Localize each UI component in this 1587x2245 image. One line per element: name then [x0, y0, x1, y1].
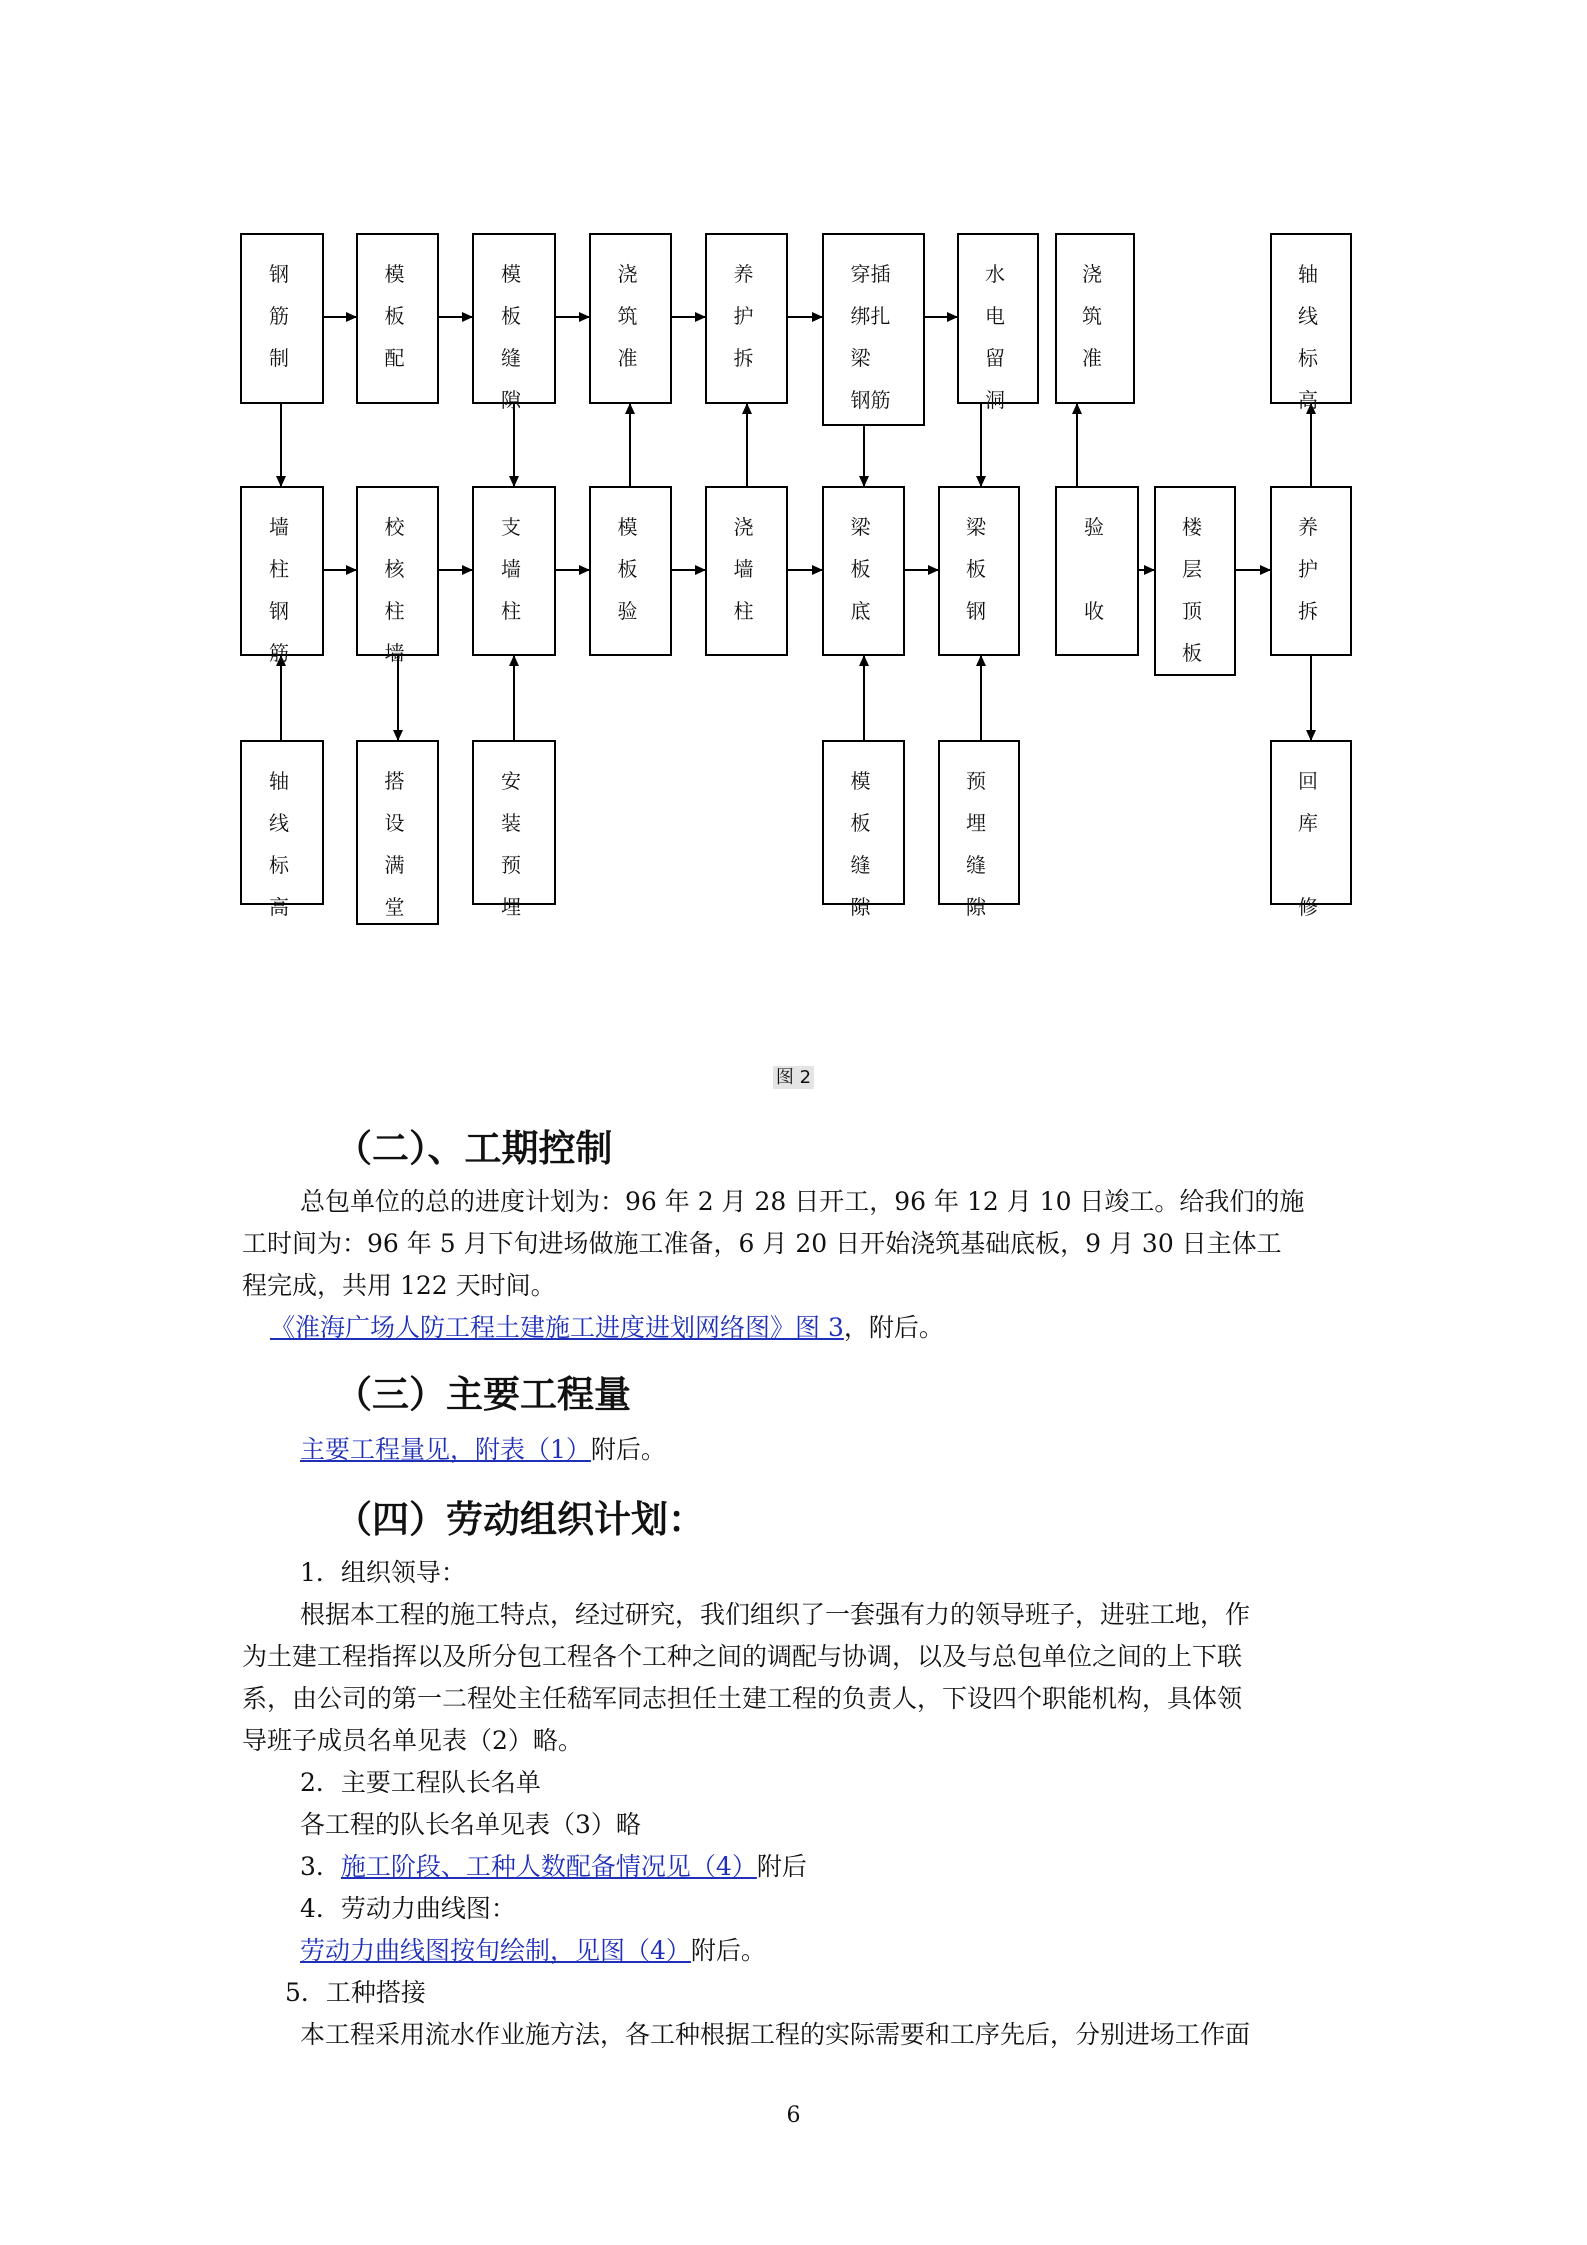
paragraph-line	[300, 1930, 766, 1972]
stage-staffing-link[interactable]: 施工阶段、工种人数配备情况见（4）	[340, 1852, 757, 1881]
section-heading-quantities: （三）主要工程量	[335, 1373, 631, 1416]
flow-box	[822, 740, 905, 919]
flow-box	[1055, 233, 1135, 404]
flow-box-label: 墙 柱 钢 筋	[269, 515, 289, 665]
paragraph-line: 总包单位的总的进度计划为：96 年 2 月 28 日开工，96 年 12 月 10 日竣工。给我们的施	[300, 1187, 1305, 1216]
flow-box-label: 浇 墙 柱	[733, 515, 754, 623]
flow-box-label: 校 核 柱 墙	[384, 515, 405, 665]
flow-box-label: 回 库 修	[1298, 769, 1318, 919]
list-number: 3．	[300, 1852, 341, 1881]
link-tail: 附后	[756, 1852, 807, 1881]
flow-box	[1270, 233, 1352, 412]
flow-box	[356, 486, 439, 665]
flow-box-label: 梁 板 钢	[966, 515, 986, 623]
flow-box-label: 安 装 预 埋	[501, 769, 521, 919]
flow-box-label: 模 板 验	[617, 515, 638, 623]
flow-box	[705, 486, 788, 656]
list-item	[300, 1846, 807, 1888]
flow-box-label: 养 护 拆	[1298, 515, 1318, 623]
list-item: 2．主要工程队长名单	[300, 1768, 541, 1797]
flow-box-label: 楼 层 顶 板	[1182, 515, 1202, 665]
flow-box-label: 水 电 留 洞	[985, 262, 1005, 412]
flow-box-label: 浇 筑 准	[617, 262, 638, 370]
flow-box	[1154, 486, 1236, 676]
paragraph-line: 系，由公司的第一二程处主任嵇军同志担任土建工程的负责人，下设四个职能机构，具体领	[242, 1684, 1243, 1713]
paragraph-line	[270, 1307, 944, 1349]
flow-box	[472, 740, 556, 919]
flow-box-label: 模 板 缝 隙	[850, 769, 871, 919]
flow-box	[1055, 486, 1139, 656]
paragraph-line	[300, 1429, 666, 1471]
flow-box	[705, 233, 788, 404]
list-item: 4．劳动力曲线图：	[300, 1894, 516, 1923]
flow-box-label: 模 板 配	[384, 262, 405, 370]
flow-box	[822, 486, 905, 656]
flow-box-label: 钢 筋 制	[269, 262, 289, 370]
flow-box-label: 搭 设 满 堂	[384, 769, 405, 919]
flow-box	[356, 233, 439, 404]
figure-caption: 图 2	[0, 1063, 1587, 1089]
flow-box	[589, 233, 672, 404]
link-tail: 附后。	[690, 1936, 766, 1965]
flow-box-label: 梁 板 底	[850, 515, 871, 623]
flow-box-label: 浇 筑 准	[1082, 262, 1102, 370]
flow-box-label: 预 埋 缝 隙	[966, 769, 986, 919]
flow-box	[822, 233, 925, 426]
paragraph-line: 本工程采用流水作业施方法，各工种根据工程的实际需要和工序先后，分别进场工作面	[300, 2020, 1251, 2049]
section-heading-schedule: （二）、工期控制	[335, 1127, 613, 1170]
paragraph-line: 工时间为：96 年 5 月下旬进场做施工准备，6 月 20 日开始浇筑基础底板，9 月 30 日主体工	[242, 1229, 1282, 1258]
flow-box	[240, 233, 324, 404]
flow-box	[1270, 740, 1352, 919]
flow-box-label: 养 护 拆	[733, 262, 754, 370]
paragraph-line: 程完成，共用 122 天时间。	[242, 1271, 556, 1300]
flow-box-label: 支 墙 柱	[501, 515, 521, 623]
paragraph-line: 各工程的队长名单见表（3）略	[300, 1810, 641, 1839]
flow-box-label: 穿插 绑扎 梁 钢筋	[850, 262, 891, 412]
flow-box	[938, 486, 1020, 656]
list-item: 1．组织领导：	[300, 1558, 466, 1587]
labor-curve-link[interactable]: 劳动力曲线图按旬绘制，见图（4）	[300, 1936, 691, 1965]
flow-box	[1270, 486, 1352, 656]
network-diagram-link[interactable]: 《淮海广场人防工程土建施工进度进划网络图》图 3	[270, 1313, 844, 1342]
paragraph-line: 为土建工程指挥以及所分包工程各个工种之间的调配与协调，以及与总包单位之间的上下联	[242, 1642, 1243, 1671]
flow-box-label: 验 收	[1084, 515, 1104, 623]
quantities-link[interactable]: 主要工程量见，附表（1）	[300, 1435, 591, 1464]
link-tail: ，附后。	[843, 1313, 944, 1342]
flow-box	[472, 486, 556, 656]
flow-box	[356, 740, 439, 925]
paragraph-line: 根据本工程的施工特点，经过研究，我们组织了一套强有力的领导班子，进驻工地，作	[300, 1600, 1251, 1629]
flow-box	[938, 740, 1020, 919]
flow-box-label: 模 板 缝 隙	[501, 262, 521, 412]
flow-box	[472, 233, 556, 412]
section-heading-labor: （四）劳动组织计划：	[335, 1498, 705, 1541]
flow-box	[240, 486, 324, 665]
list-item: 5．工种搭接	[285, 1978, 426, 2007]
flow-box	[240, 740, 324, 919]
flow-box-label: 轴 线 标 高	[269, 769, 289, 919]
flow-box	[589, 486, 672, 656]
flow-box-label: 轴 线 标 高	[1298, 262, 1318, 412]
link-tail: 附后。	[590, 1435, 666, 1464]
page-number: 6	[786, 2103, 801, 2128]
paragraph-line: 导班子成员名单见表（2）略。	[242, 1726, 583, 1755]
flow-box	[957, 233, 1039, 412]
